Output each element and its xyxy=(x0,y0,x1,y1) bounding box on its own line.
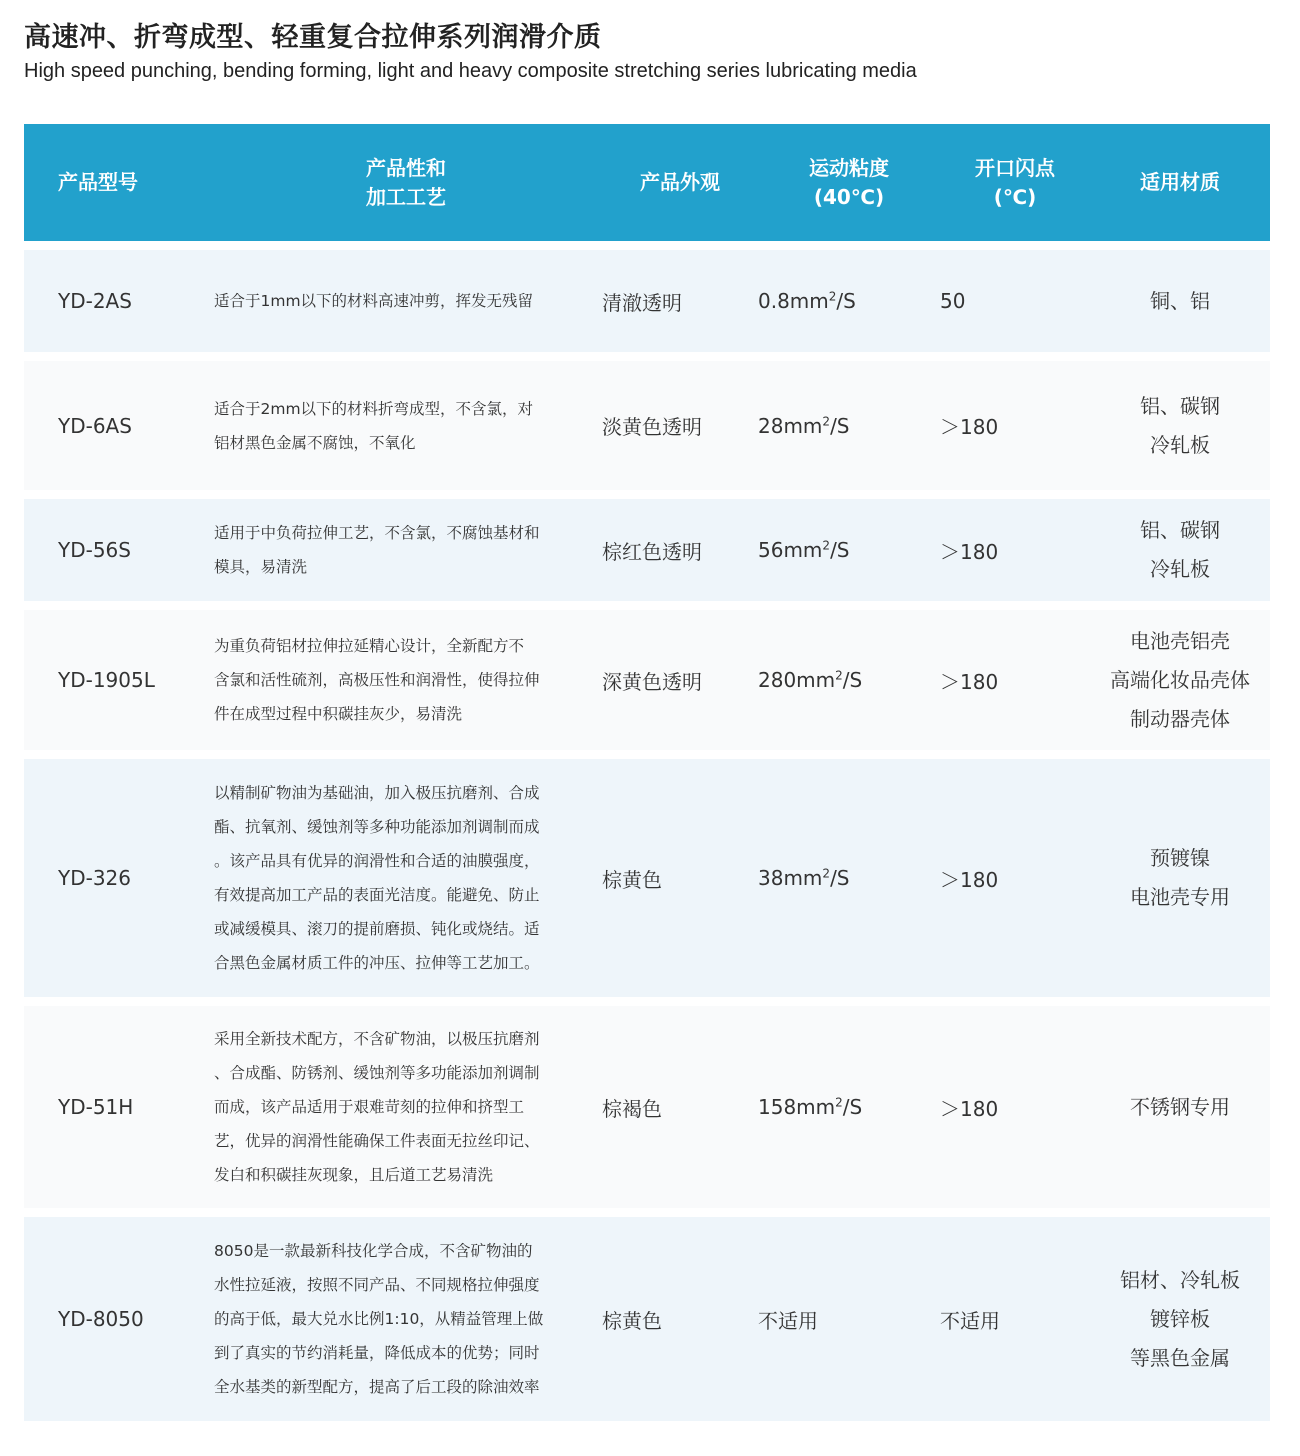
cell-material: 预镀镍 电池壳专用 xyxy=(1130,846,1230,909)
table-row xyxy=(24,1006,1270,1208)
header-process-line2: 加工工艺 xyxy=(366,184,446,209)
cell-material: 铝材、冷轧板 镀锌板 等黑色金属 xyxy=(1120,1267,1240,1370)
viscosity-unit: /S xyxy=(830,866,850,890)
cell-description: 适用于中负荷拉伸工艺，不含氯，不腐蚀基材和 模具，易清洗 xyxy=(214,524,540,576)
cell-model: YD-2AS xyxy=(58,289,132,313)
cell-viscosity xyxy=(758,1095,940,1119)
cell-appearance: 棕黄色 xyxy=(602,867,662,892)
header-flash-point xyxy=(940,154,1090,212)
viscosity-value: 56mm xyxy=(758,538,823,562)
header-flash-line2: (℃) xyxy=(993,184,1037,209)
cell-appearance: 棕红色透明 xyxy=(602,539,702,564)
cell-flash-point: 50 xyxy=(940,289,966,313)
cell-material: 铝、碳钢 冷轧板 xyxy=(1140,518,1220,581)
cell-description: 为重负荷铝材拉伸拉延精心设计，全新配方不 含氯和活性硫剂，高极压性和润滑性，使得拉伸 件在成型过程中积碳挂灰少，易清洗 xyxy=(214,637,540,723)
header-material: 适用材质 xyxy=(1140,170,1220,194)
table-row xyxy=(24,610,1270,750)
cell-description: 适合于2mm以下的材料折弯成型，不含氯，对 铝材黑色金属不腐蚀，不氧化 xyxy=(214,399,534,452)
viscosity-value: 0.8mm xyxy=(758,289,829,313)
header-viscosity-line2: (40℃) xyxy=(813,184,885,209)
header-model: 产品型号 xyxy=(58,170,138,194)
header-flash-line1: 开口闪点 xyxy=(975,155,1055,180)
cell-model: YD-1905L xyxy=(58,668,155,692)
viscosity-unit: /S xyxy=(830,538,850,562)
viscosity-unit: /S xyxy=(836,289,856,313)
cell-description: 8050是一款最新科技化学合成，不含矿物油的 水性拉延液，按照不同产品、不同规格拉伸强度 的高于低，最大兑水比例1:10，从精益管理上做 到了真实的节约消耗量，降低成本的优势；同时 全水基类的新型配方，提高了后工段的除油效率 xyxy=(214,1242,544,1396)
viscosity-exponent: 2 xyxy=(828,289,837,304)
product-table xyxy=(24,124,1270,1421)
viscosity-exponent: 2 xyxy=(822,866,831,881)
cell-appearance: 棕黄色 xyxy=(602,1308,662,1333)
page-subtitle: High speed punching, bending forming, light and heavy composite stretching series lubricating media xyxy=(24,60,917,82)
viscosity-unit: /S xyxy=(842,1095,863,1119)
cell-flash-point: ＞180 xyxy=(940,415,999,439)
cell-appearance: 淡黄色透明 xyxy=(602,415,702,439)
cell-viscosity xyxy=(758,866,940,890)
viscosity-value: 38mm xyxy=(758,866,823,890)
cell-model: YD-8050 xyxy=(58,1307,144,1331)
cell-model: YD-51H xyxy=(58,1095,134,1119)
header-appearance: 产品外观 xyxy=(640,170,720,194)
header-process-line1: 产品性和 xyxy=(366,155,446,180)
table-row xyxy=(24,361,1270,490)
cell-material: 电池壳铝壳 高端化妆品壳体 制动器壳体 xyxy=(1110,628,1250,731)
cell-description: 以精制矿物油为基础油，加入极压抗磨剂、合成 酯、抗氧剂、缓蚀剂等多种功能添加剂调制而成 。该产品具有优异的润滑性和合适的油膜强度， 有效提高加工产品的表面光洁度。能避免、防止 或减缓模具、滚刀的提前磨损、钝化或烧结。适 合黑色金属材质工件的冲压、拉伸等工艺加工。 xyxy=(214,784,540,972)
viscosity-exponent: 2 xyxy=(822,413,831,428)
viscosity-value: 28mm xyxy=(758,413,823,438)
viscosity-value: 280mm xyxy=(758,668,836,692)
cell-viscosity xyxy=(758,414,940,438)
cell-flash-point: ＞180 xyxy=(940,867,999,892)
cell-model: YD-6AS xyxy=(58,413,132,438)
cell-description: 适合于1mm以下的材料高速冲剪，挥发无残留 xyxy=(214,292,534,310)
cell-flash-point: ＞180 xyxy=(940,1096,999,1121)
header-viscosity xyxy=(758,154,940,212)
cell-viscosity xyxy=(758,289,940,313)
cell-viscosity xyxy=(758,668,940,692)
cell-appearance: 深黄色透明 xyxy=(602,669,702,694)
cell-viscosity xyxy=(758,1305,940,1334)
viscosity-value: 158mm xyxy=(758,1095,836,1119)
viscosity-unit: /S xyxy=(842,668,863,692)
table-row xyxy=(24,250,1270,352)
page-header xyxy=(24,18,917,84)
page-title: 高速冲、折弯成型、轻重复合拉伸系列润滑介质 xyxy=(24,22,602,53)
cell-flash-point: ＞180 xyxy=(940,539,999,564)
cell-viscosity xyxy=(758,538,940,562)
header-viscosity-line1: 运动粘度 xyxy=(809,155,889,180)
cell-material: 铜、铝 xyxy=(1150,288,1210,313)
cell-model: YD-326 xyxy=(58,866,132,890)
cell-flash-point: ＞180 xyxy=(940,669,999,694)
cell-material: 铝、碳钢 冷轧板 xyxy=(1140,393,1220,457)
cell-model: YD-56S xyxy=(58,538,131,562)
header-process xyxy=(210,154,602,212)
cell-appearance: 棕褐色 xyxy=(602,1096,662,1121)
table-row xyxy=(24,1217,1270,1421)
table-row xyxy=(24,499,1270,601)
viscosity-unit: /S xyxy=(830,413,850,438)
cell-flash-point: 不适用 xyxy=(940,1308,1000,1333)
viscosity-exponent: 2 xyxy=(835,668,843,683)
table-header xyxy=(24,124,1270,241)
viscosity-exponent: 2 xyxy=(822,538,831,553)
table-row xyxy=(24,759,1270,997)
viscosity-exponent: 2 xyxy=(835,1095,843,1110)
viscosity-value: 不适用 xyxy=(758,1308,818,1333)
cell-material: 不锈钢专用 xyxy=(1130,1094,1230,1119)
cell-appearance: 清澈透明 xyxy=(602,290,682,315)
cell-description: 采用全新技术配方，不含矿物油，以极压抗磨剂 、合成酯、防锈剂、缓蚀剂等多功能添加剂调制 而成，该产品适用于艰难苛刻的拉伸和挤型工 艺，优异的润滑性能确保工件表面无拉丝印记、 发白和积碳挂灰现象，且后道工艺易清洗 xyxy=(214,1030,540,1184)
